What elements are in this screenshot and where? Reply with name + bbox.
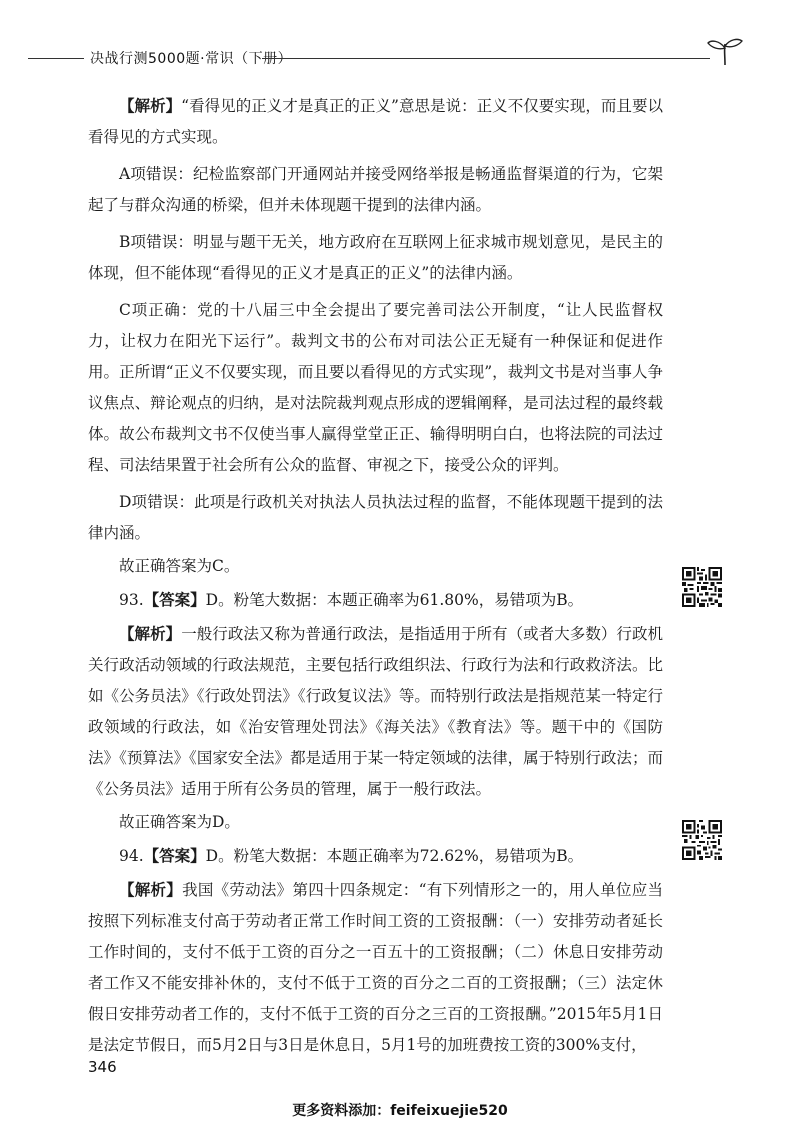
- paragraph-text: 故正确答案为D。: [119, 813, 240, 831]
- answer-94: [88, 840, 663, 872]
- conclusion-93: [88, 807, 663, 838]
- paragraph-text: C项正确：党的十八届三中全会提出了要完善司法公开制度，“让人民监督权力，让权力在阳光下运行”。裁判文书的公布对司法公正无疑有一种保证和促进作用。正所谓“正义不仅要实现，而且要以看得见的方式实现”，裁判文书是对当事人争议焦点、辩论观点的归纳，是对法院裁判观点形成的逻辑阐释，是司法过程的最终载体。故公布裁判文书不仅使当事人赢得堂堂正正、输得明明白白，也将法院的司法过程、司法结果置于社会所有公众的监督、审视之下，接受公众的评判。: [88, 301, 663, 474]
- paragraph-text: B项错误：明显与题干无关，地方政府在互联网上征求城市规划意见，是民主的体现，但不能体现“看得见的正义才是真正的正义”的法律内涵。: [88, 233, 663, 282]
- conclusion-92: [88, 551, 663, 582]
- analysis-92-intro: [88, 90, 663, 153]
- qr-code-icon[interactable]: [682, 820, 722, 860]
- analysis-93: [88, 618, 663, 805]
- option-b-explanation: [88, 227, 663, 289]
- answer-label: 【答案】: [143, 846, 206, 865]
- page-body: [88, 90, 663, 1061]
- analysis-94: [88, 874, 663, 1061]
- paragraph-text: 故正确答案为C。: [119, 557, 240, 575]
- answer-93: [88, 584, 663, 616]
- qr-code-icon[interactable]: [682, 567, 722, 607]
- question-number: 94.: [119, 847, 144, 865]
- paragraph-text: “看得见的正义才是真正的正义”意思是说：正义不仅要实现，而且要以看得见的方式实现。: [88, 97, 663, 146]
- sprout-icon: [706, 36, 744, 66]
- option-d-explanation: [88, 487, 663, 549]
- page-number: 346: [88, 1058, 117, 1076]
- option-c-explanation: [88, 295, 663, 481]
- paragraph-text: A项错误：纪检监察部门开通网站并接受网络举报是畅通监督渠道的行为，它架起了与群众沟通的桥梁，但并未体现题干提到的法律内涵。: [88, 165, 663, 214]
- header-title: 决战行测5000题·常识（下册）: [90, 51, 293, 67]
- option-a-explanation: [88, 159, 663, 221]
- paragraph-text: 一般行政法又称为普通行政法，是指适用于所有（或者大多数）行政机关行政活动领域的行政法规范，主要包括行政组织法、行政行为法和行政救济法。比如《公务员法》《行政处罚法》《行政复议法》等。而特别行政法是指规范某一特定行政领域的行政法，如《治安管理处罚法》《海关法》《教育法》等。题干中的《国防法》《预算法》《国家安全法》都是适用于某一特定领域的法律，属于特别行政法；而《公务员法》适用于所有公务员的管理，属于一般行政法。: [88, 625, 663, 798]
- answer-label: 【答案】: [143, 590, 206, 609]
- paragraph-text: D。粉笔大数据：本题正确率为61.80%，易错项为B。: [205, 591, 584, 609]
- page-header: [0, 36, 800, 76]
- analysis-label: 【解析】: [119, 880, 183, 899]
- question-number: 93.: [119, 591, 144, 609]
- paragraph-text: D。粉笔大数据：本题正确率为72.62%，易错项为B。: [205, 847, 584, 865]
- footer-note: 更多资料添加：feifeixuejie520: [292, 1103, 508, 1119]
- analysis-label: 【解析】: [119, 96, 182, 115]
- analysis-label: 【解析】: [119, 624, 182, 643]
- paragraph-text: 我国《劳动法》第四十四条规定：“有下列情形之一的，用人单位应当按照下列标准支付高于劳动者正常工作时间工资的工资报酬：（一）安排劳动者延长工作时间的，支付不低于工资的百分之一百五十的工资报酬；（二）休息日安排劳动者工作又不能安排补休的，支付不低于工资的百分之二百的工资报酬；（三）法定休假日安排劳动者工作的，支付不低于工资的百分之三百的工资报酬。”2015年5月1日是法定节假日，而5月2日与3日是休息日，5月1号的加班费按工资的300%支付，: [88, 881, 663, 1054]
- header-rule-left: [28, 58, 84, 59]
- paragraph-text: D项错误：此项是行政机关对执法人员执法过程的监督，不能体现题干提到的法律内涵。: [88, 493, 663, 542]
- header-rule-right: [262, 58, 710, 59]
